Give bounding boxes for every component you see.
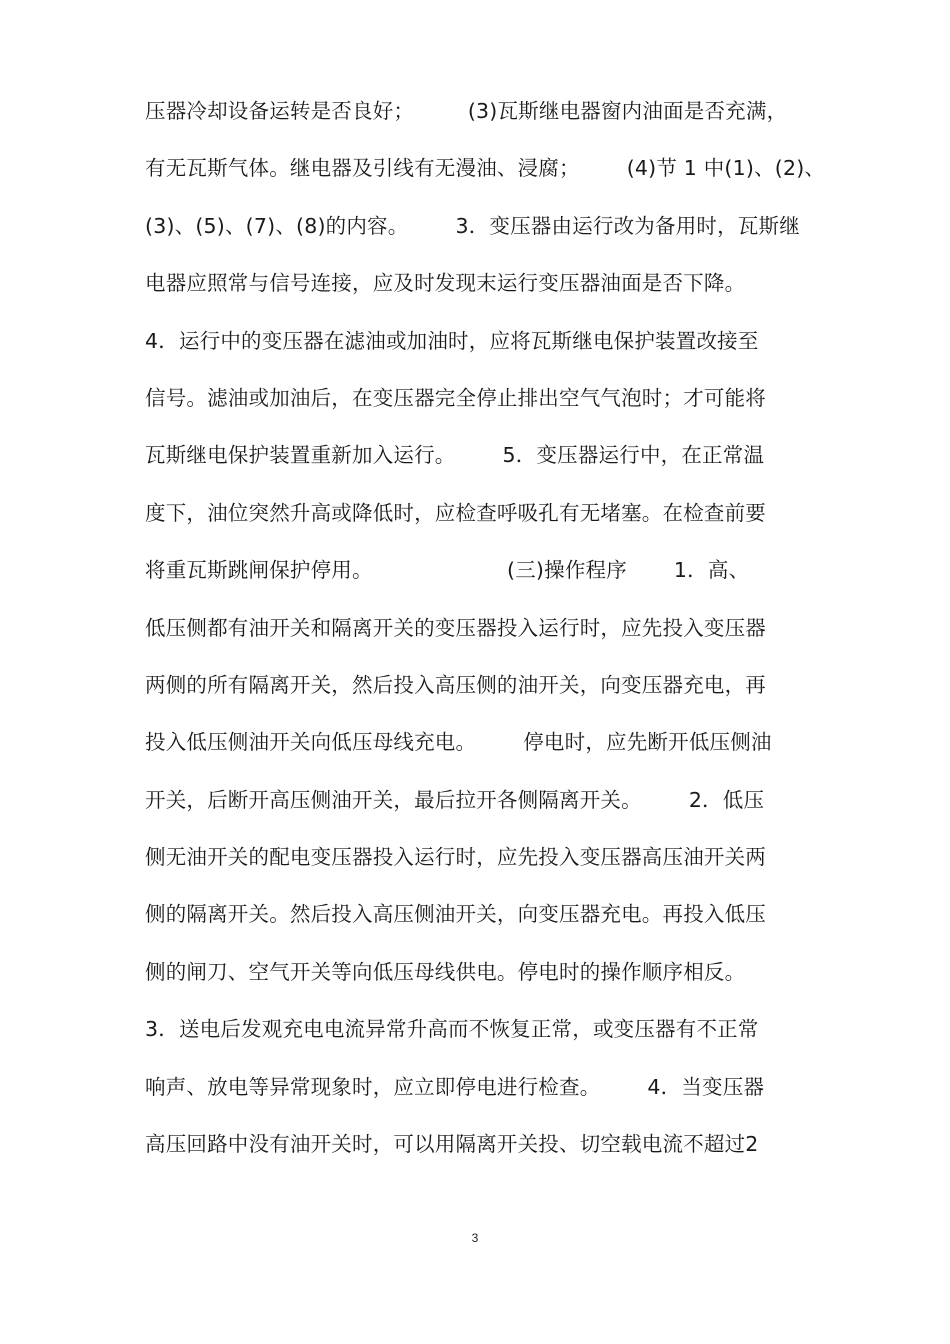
text-line: 侧的隔离开关。然后投入高压侧油开关，向变压器充电。再投入低压 — [145, 902, 766, 927]
text-line: 将重瓦斯跳闸保护停用。 (三)操作程序 1．高、 — [145, 558, 750, 583]
text-line: 3．送电后发观充电电流异常升高而不恢复正常，或变压器有不正常 — [145, 1017, 759, 1042]
text-line: 信号。滤油或加油后，在变压器完全停止排出空气气泡时；才可能将 — [145, 385, 766, 410]
text-line: (3)、(5)、(7)、(8)的内容。 3．变压器由运行改为备用时，瓦斯继 — [145, 213, 800, 238]
text-line: 投入低压侧油开关向低压母线充电。 停电时，应先断开低压侧油 — [145, 730, 772, 755]
text-line: 有无瓦斯气体。继电器及引线有无漫油、浸腐； (4)节 1 中(1)、(2)、 — [145, 156, 826, 181]
text-line: 瓦斯继电保护装置重新加入运行。 5．变压器运行中，在正常温 — [145, 443, 765, 468]
text-line: 电器应照常与信号连接，应及时发现末运行变压器油面是否下降。 — [145, 271, 746, 296]
text-line: 低压侧都有油开关和隔离开关的变压器投入运行时，应先投入变压器 — [145, 615, 766, 640]
text-line: 响声、放电等异常现象时，应立即停电进行检查。 4．当变压器 — [145, 1074, 765, 1099]
text-line: 开关，后断开高压侧油开关，最后拉开各侧隔离开关。 2．低压 — [145, 787, 765, 812]
text-line: 4．运行中的变压器在滤油或加油时，应将瓦斯继电保护装置改接至 — [145, 328, 759, 353]
text-line: 侧的闸刀、空气开关等向低压母线供电。停电时的操作顺序相反。 — [145, 959, 746, 984]
text-line: 侧无油开关的配电变压器投入运行时，应先投入变压器高压油开关两 — [145, 845, 766, 870]
text-line: 两侧的所有隔离开关，然后投入高压侧的油开关，向变压器充电，再 — [145, 672, 766, 697]
body-text — [145, 92, 825, 1182]
text-line: 度下，油位突然升高或降低时，应检查呼吸孔有无堵塞。在检查前要 — [145, 500, 766, 525]
page-number: 3 — [471, 1231, 479, 1245]
text-line: 压器冷却设备运转是否良好； (3)瓦斯继电器窗内油面是否充满， — [145, 99, 788, 123]
text-line: 高压回路中没有油开关时，可以用隔离开关投、切空载电流不超过2 — [145, 1132, 759, 1157]
